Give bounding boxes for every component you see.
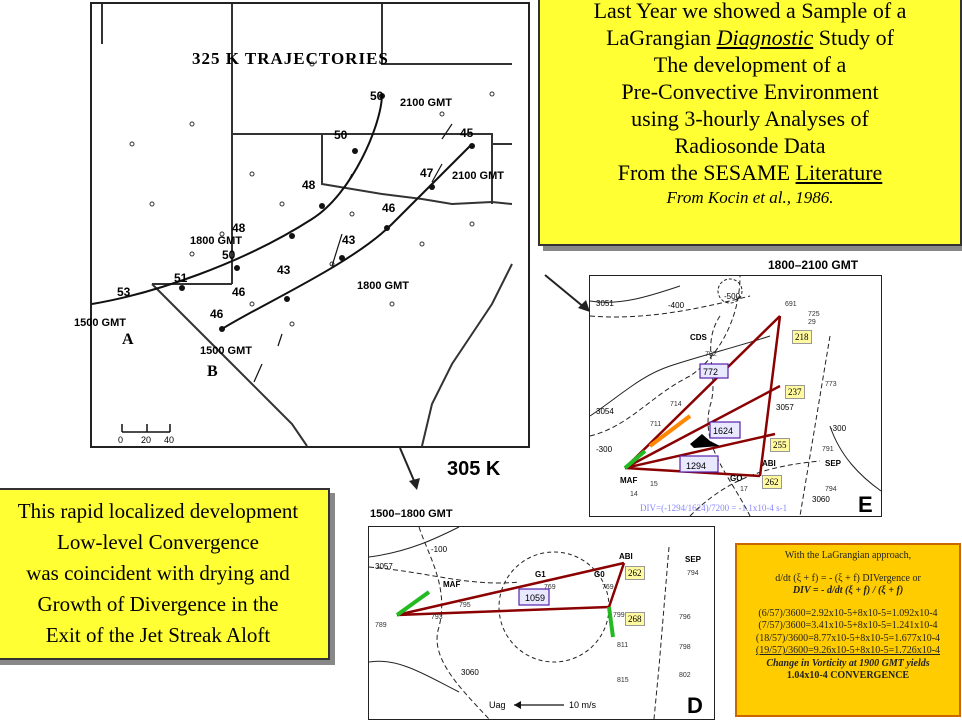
- svg-text:802: 802: [679, 672, 691, 679]
- svg-text:773: 773: [825, 381, 837, 388]
- station-label: G0: [594, 570, 605, 579]
- time-label: 1500 GMT: [200, 345, 252, 357]
- svg-text:702: 702: [705, 351, 717, 358]
- isoline-label: -100: [431, 545, 448, 554]
- analysis-map-e-svg: [590, 276, 881, 516]
- conclusion-line: Growth of Divergence in the: [37, 592, 279, 616]
- red-river-border: [322, 134, 512, 204]
- svg-text:714: 714: [670, 401, 682, 408]
- isoline-label: 3054: [596, 407, 614, 416]
- formula-line: d/dt (ξ + f) = - (ξ + f) DIVergence or: [775, 572, 921, 584]
- station-label: ABI: [619, 552, 633, 561]
- intro-line: Last Year we showed a Sample of a: [593, 0, 907, 23]
- state-border: [382, 4, 512, 64]
- svg-text:769: 769: [602, 584, 614, 591]
- trajectory-b-label: B: [207, 363, 218, 380]
- svg-text:815: 815: [617, 677, 629, 684]
- formula-line: 1.04x10-4 CONVERGENCE: [786, 670, 910, 681]
- station-label: CDS: [690, 333, 707, 342]
- svg-text:796: 796: [679, 614, 691, 621]
- formula-line: Change in Vorticity at 1900 GMT yields: [766, 657, 930, 669]
- isoline-label: 3060: [461, 668, 479, 677]
- isoline-label: 3060: [812, 495, 830, 504]
- value-tag: 268: [625, 612, 645, 626]
- isoline-label: -300: [596, 445, 613, 454]
- station-label: G1: [535, 570, 546, 579]
- svg-text:725: 725: [808, 311, 820, 318]
- conclusion-line: This rapid localized development: [17, 499, 299, 523]
- svg-text:811: 811: [617, 642, 629, 649]
- theta-value: 48: [302, 178, 316, 192]
- label-305k: 305 K: [447, 458, 501, 480]
- time-label: 2100 GMT: [400, 97, 452, 109]
- box-value: 1624: [713, 426, 734, 436]
- intro-line: From the SESAME Literature: [617, 160, 883, 185]
- box-value: 1294: [686, 461, 707, 471]
- svg-text:795: 795: [459, 602, 471, 609]
- theta-value: 50: [222, 248, 236, 262]
- isoline-label: 3057: [375, 562, 393, 571]
- time-label: 2100 GMT: [452, 170, 504, 182]
- rio-grande: [152, 284, 307, 446]
- station-label: SEP: [825, 459, 842, 468]
- value-tag: 237: [785, 385, 805, 399]
- map-d-letter: D: [687, 693, 703, 718]
- map-d-header: 1500–1800 GMT: [370, 508, 453, 520]
- station-label: GO: [730, 474, 743, 483]
- theta-value: 47: [420, 166, 434, 180]
- formula-line: DIV = - d/dt (ξ + f) / (ξ + f): [792, 585, 904, 596]
- value-tag: 218: [792, 330, 812, 344]
- divergence-formula: DIV=(-1294/1624)/7200 = -1.1x10-4 s-1: [640, 503, 788, 513]
- isoline-label: -400: [668, 301, 685, 310]
- formula-line: With the LaGrangian approach,: [784, 550, 912, 561]
- time-label: 1800 GMT: [190, 235, 242, 247]
- theta-value: 46: [382, 201, 396, 215]
- svg-text:17: 17: [740, 486, 748, 493]
- svg-text:791: 791: [822, 446, 834, 453]
- value-tag: 255: [770, 438, 790, 452]
- uag-label: Uag: [489, 700, 506, 710]
- theta-value: 45: [460, 126, 474, 140]
- svg-text:15: 15: [650, 481, 658, 488]
- citation-line: From Kocin et al., 1986.: [666, 188, 834, 207]
- trajectory-a-line: [92, 94, 382, 304]
- svg-text:798: 798: [679, 644, 691, 651]
- svg-text:793: 793: [431, 614, 443, 621]
- svg-text:711: 711: [650, 421, 662, 428]
- box-value: 772: [703, 367, 719, 377]
- formula-textbox: [735, 543, 961, 717]
- theta-value: 48: [232, 221, 246, 235]
- svg-text:794: 794: [687, 570, 699, 577]
- trajectory-map: [74, 2, 530, 448]
- formula-line: (7/57)/3600=3.41x10-5+8x10-5=1.241x10-4: [758, 620, 938, 631]
- isoline-label: 3051: [596, 299, 614, 308]
- svg-text:14: 14: [630, 491, 638, 498]
- isoline-label: 3057: [776, 403, 794, 412]
- isoline-label: -300: [830, 424, 847, 433]
- svg-text:794: 794: [825, 486, 837, 493]
- arrow-to-map-d: [395, 445, 425, 495]
- intro-line: Pre-Convective Environment: [621, 79, 879, 104]
- conclusion-line: Exit of the Jet Streak Aloft: [45, 623, 271, 647]
- theta-value: 46: [232, 285, 246, 299]
- trajectory-map-title: 325 K TRAJECTORIES: [192, 49, 389, 68]
- box-value: 1059: [525, 593, 546, 603]
- map-e-header: 1800–2100 GMT: [768, 258, 859, 272]
- analysis-map-d: [368, 526, 715, 720]
- svg-text:691: 691: [785, 301, 797, 308]
- theta-value: 43: [277, 263, 291, 277]
- intro-line: The development of a: [653, 52, 847, 77]
- conclusion-line: Low-level Convergence: [57, 530, 259, 554]
- theta-value: 50: [370, 89, 384, 103]
- analysis-map-d-svg: [369, 527, 714, 719]
- station-label: MAF: [620, 476, 638, 485]
- coastline: [422, 264, 512, 446]
- svg-text:789: 789: [375, 622, 387, 629]
- conclusion-line: was coincident with drying and: [26, 561, 290, 585]
- scale-label: 0: [118, 435, 124, 445]
- station-label: MAF: [443, 580, 461, 589]
- isoline-label: -500: [724, 292, 741, 301]
- theta-value: 43: [342, 233, 356, 247]
- formula-line: (18/57)/3600=8.77x10-5+8x10-5=1.677x10-4: [755, 632, 941, 644]
- theta-value: 51: [174, 271, 188, 285]
- trajectory-map-svg: [74, 4, 528, 446]
- trajectory-a-label: A: [122, 331, 134, 348]
- conclusion-textbox: [0, 488, 330, 660]
- value-tag: 262: [762, 475, 782, 489]
- scale-label: 40: [164, 435, 175, 445]
- theta-value: 46: [210, 307, 224, 321]
- analysis-map-e: [589, 275, 882, 517]
- theta-value: 53: [117, 285, 131, 299]
- time-label: 1500 GMT: [74, 317, 126, 329]
- svg-text:29: 29: [808, 319, 816, 326]
- formula-line: (19/57)/3600=9.26x10-5+8x10-5=1.726x10-4: [755, 645, 941, 656]
- map-e-letter: E: [858, 492, 873, 517]
- svg-text:769: 769: [544, 584, 556, 591]
- uag-speed: 10 m/s: [569, 700, 597, 710]
- station-label: SEP: [685, 555, 702, 564]
- time-label: 1800 GMT: [357, 280, 409, 292]
- intro-line: LaGrangian Diagnostic Study of: [606, 25, 894, 50]
- scale-label: 20: [141, 435, 152, 445]
- intro-line: using 3-hourly Analyses of: [631, 106, 869, 131]
- value-tag: 262: [625, 566, 645, 580]
- formula-line: (6/57)/3600=2.92x10-5+8x10-5=1.092x10-4: [758, 607, 938, 619]
- svg-text:799: 799: [613, 612, 625, 619]
- theta-value: 50: [334, 128, 348, 142]
- station-label: ABI: [762, 459, 776, 468]
- intro-line: Radiosonde Data: [674, 133, 826, 158]
- intro-textbox: [538, 0, 962, 246]
